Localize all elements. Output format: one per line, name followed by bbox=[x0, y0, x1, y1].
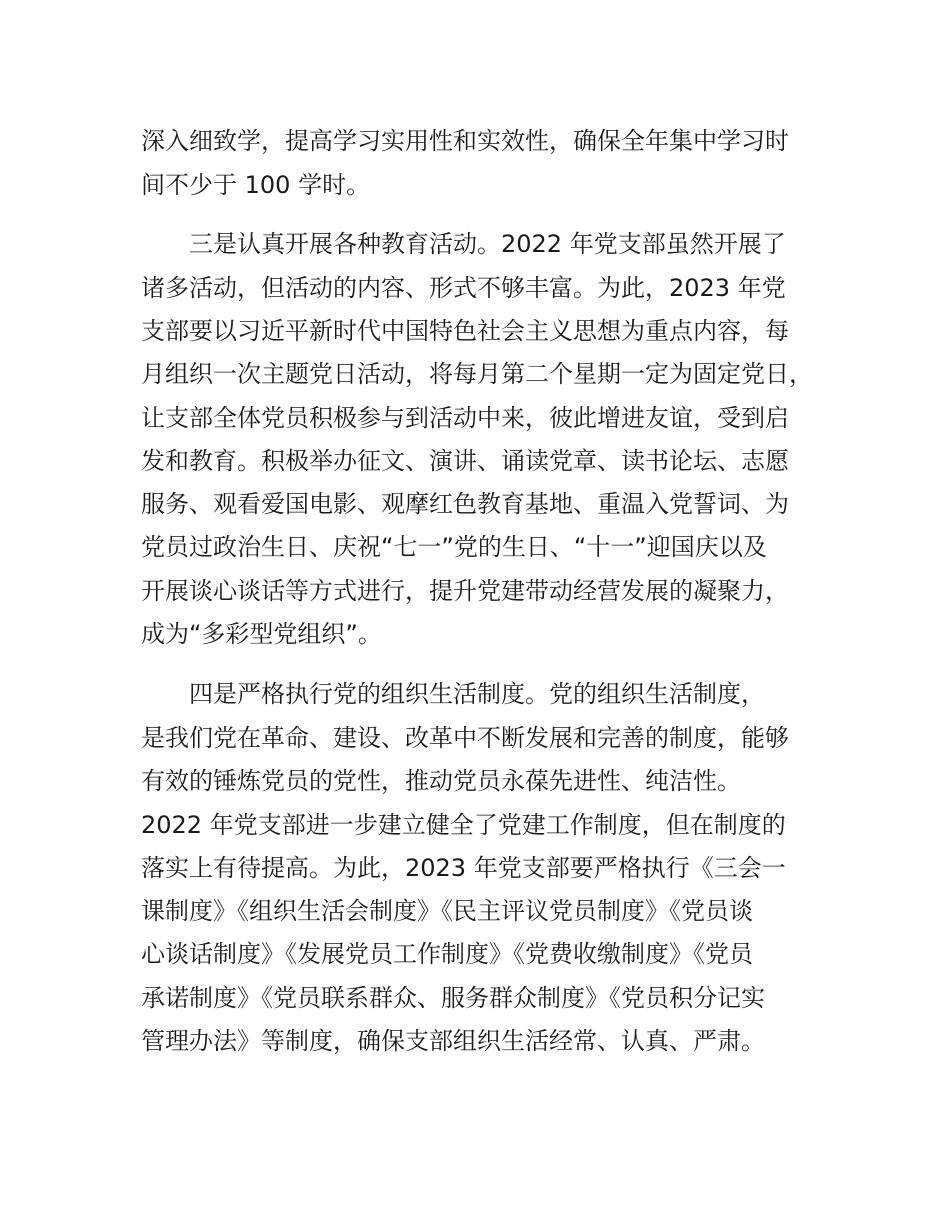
text-line: 四是严格执行党的组织生活制度。党的组织生活制度， bbox=[189, 680, 765, 708]
text-line: 成为“多彩型党组织”。 bbox=[141, 620, 382, 648]
text-line: 服务、观看爱国电影、观摩红色教育基地、重温入党誓词、为 bbox=[141, 490, 789, 518]
text-line: 三是认真开展各种教育活动。2022 年党支部虽然开展了 bbox=[189, 230, 786, 258]
text-line: 承诺制度》《党员联系群众、服务群众制度》《党员积分记实 bbox=[141, 984, 765, 1012]
text-line: 落实上有待提高。为此，2023 年党支部要严格执行《三会一 bbox=[141, 854, 786, 882]
text-line: 是我们党在革命、建设、改革中不断发展和完善的制度，能够 bbox=[141, 724, 789, 752]
text-line: 让支部全体党员积极参与到活动中来，彼此增进友谊，受到启 bbox=[141, 404, 789, 432]
text-line: 诸多活动，但活动的内容、形式不够丰富。为此，2023 年党 bbox=[141, 274, 786, 302]
text-line: 管理办法》等制度，确保支部组织生活经常、认真、严肃。 bbox=[141, 1027, 765, 1055]
text-line: 党员过政治生日、庆祝“七一”党的生日、“十一”迎国庆以及 bbox=[141, 533, 767, 561]
text-line: 支部要以习近平新时代中国特色社会主义思想为重点内容，每 bbox=[141, 317, 789, 345]
text-line: 开展谈心谈话等方式进行，提升党建带动经营发展的凝聚力， bbox=[141, 577, 789, 605]
text-line: 心谈话制度》《发展党员工作制度》《党费收缴制度》《党员 bbox=[141, 940, 753, 968]
text-line: 课制度》《组织生活会制度》《民主评议党员制度》《党员谈 bbox=[141, 897, 753, 925]
text-line: 有效的锤炼党员的党性，推动党员永葆先进性、纯洁性。 bbox=[141, 767, 741, 795]
text-line: 深入细致学，提高学习实用性和实效性，确保全年集中学习时 bbox=[141, 127, 789, 155]
text-line: 发和教育。积极举办征文、演讲、诵读党章、读书论坛、志愿 bbox=[141, 447, 789, 475]
text-line: 2022 年党支部进一步建立健全了党建工作制度，但在制度的 bbox=[141, 811, 786, 839]
text-line: 月组织一次主题党日活动，将每月第二个星期一定为固定党日， bbox=[141, 360, 813, 388]
text-line: 间不少于 100 学时。 bbox=[141, 171, 371, 199]
